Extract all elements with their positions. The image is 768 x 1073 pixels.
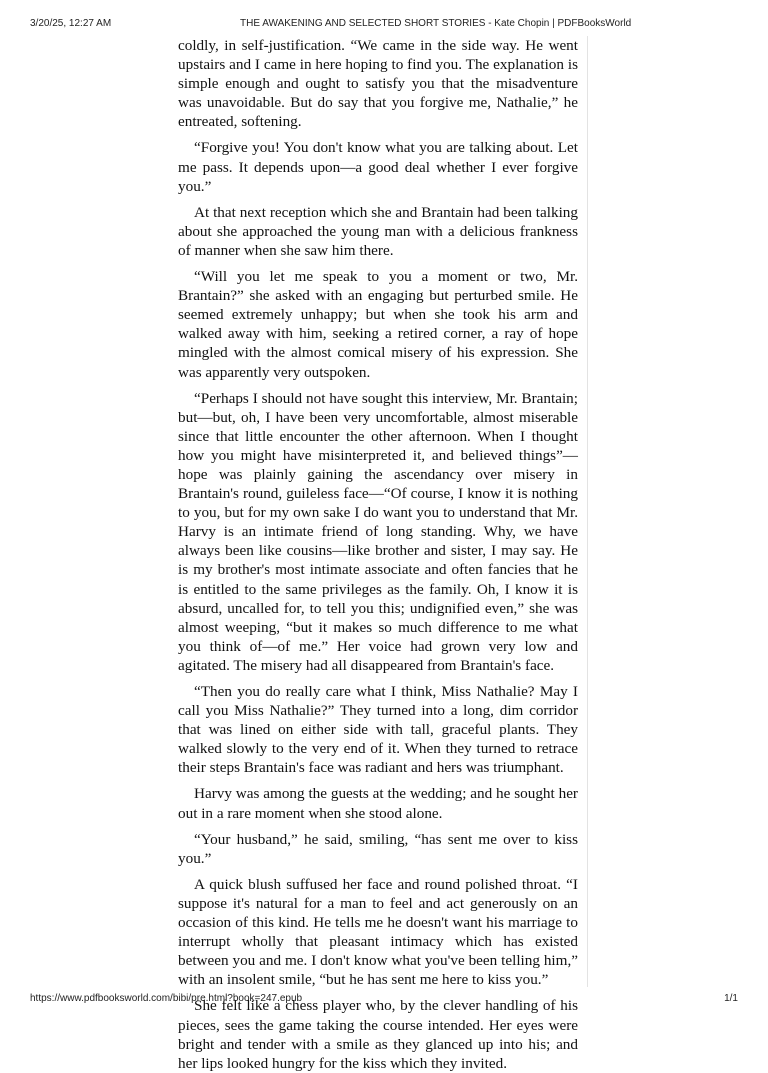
paragraph: Harvy was among the guests at the wedding; and he sought her out in a rare moment when she stood alone. (178, 785, 578, 822)
paragraph: coldly, in self-justification. “We came in the side way. He went upstairs and I came in here hoping to find you. The explanation is simple enough and ought to satisfy you that the misadventure was unavoidable. But do say that you forgive me, Nathalie,” he entreated, softening. (178, 37, 578, 131)
print-url: https://www.pdfbooksworld.com/bibi/pre.html?book=247.epub (30, 993, 303, 1004)
print-document-title: THE AWAKENING AND SELECTED SHORT STORIES - Kate Chopin | PDFBooksWorld (240, 18, 632, 29)
story-text (178, 36, 578, 1073)
print-header (30, 18, 738, 32)
paragraph: She felt like a chess player who, by the clever handling of his pieces, sees the game taking the course intended. Her eyes were bright and tender with a smile as they glanced up into his; and her lips looked hungry for the kiss which they invited. (178, 997, 578, 1072)
paragraph: “Then you do really care what I think, Miss Nathalie? May I call you Miss Nathalie?” They turned into a long, dim corridor that was lined on either side with tall, graceful plants. They walked slowly to the very end of it. When they turned to retrace their steps Brantain's face was radiant and hers was triumphant. (178, 683, 578, 777)
print-page-number: 1/1 (724, 993, 738, 1004)
print-footer (30, 993, 738, 1007)
paragraph: A quick blush suffused her face and round polished throat. “I suppose it's natural for a man to feel and act generously on an occasion of this kind. He tells me he doesn't want his marriage to interrupt wholly that pleasant intimacy which has existed between you and me. I don't know what you've been telling him,” with an insolent smile, “but he has sent me here to kiss you.” (178, 875, 578, 989)
print-timestamp: 3/20/25, 12:27 AM (30, 18, 112, 29)
paragraph: “Will you let me speak to you a moment or two, Mr. Brantain?” she asked with an engaging but perturbed smile. He seemed extremely unhappy; but when she took his arm and walked away with him, seeking a retired corner, a ray of hope mingled with the almost comical misery of his expression. She was apparently very outspoken. (178, 268, 578, 381)
paragraph: “Perhaps I should not have sought this interview, Mr. Brantain; but—but, oh, I have been very uncomfortable, almost miserable since that little encounter the other afternoon. When I thought how you might have misinterpreted it, and believed things”—hope was plainly gaining the ascendancy over misery in Brantain's round, guileless face—“Of course, I know it is nothing to you, but for my own sake I do want you to understand that Mr. Harvy is an intimate friend of long standing. Why, we have always been like cousins—like brother and sister, I may say. He is my brother's most intimate associate and often fancies that he is entitled to the same privileges as the family. Oh, I know it is absurd, uncalled for, to tell you this; undignified even,” she was almost weeping, “but it makes so much difference to me what you think of—of me.” Her voice had grown very low and agitated. The misery had all disappeared from Brantain's face. (178, 389, 578, 674)
paragraph: At that next reception which she and Brantain had been talking about she approached the young man with a delicious frankness of manner when she saw him there. (178, 203, 578, 259)
paragraph: “Your husband,” he said, smiling, “has sent me over to kiss you.” (178, 830, 578, 867)
paragraph: “Forgive you! You don't know what you are talking about. Let me pass. It depends upon—a good deal whether I ever forgive you.” (178, 139, 578, 195)
page-edge-divider (587, 36, 588, 987)
book-page-viewport (178, 36, 578, 1072)
